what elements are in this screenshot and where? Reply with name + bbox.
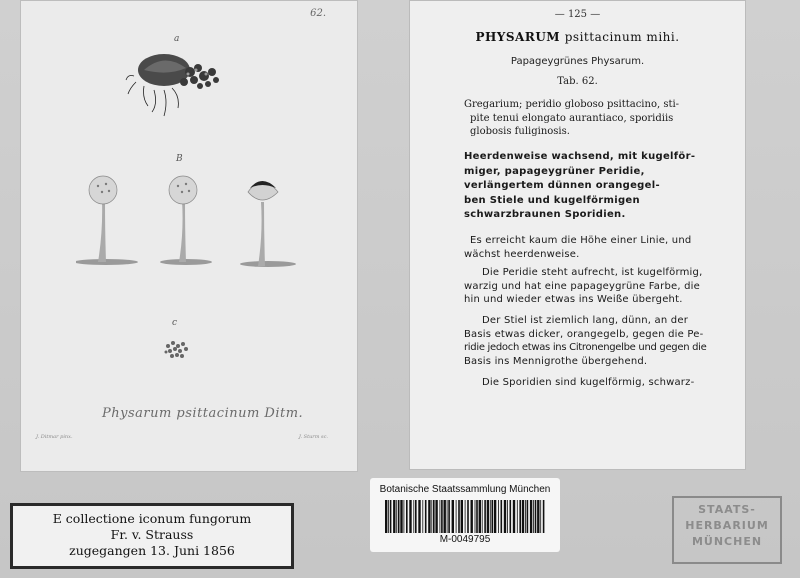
german-diagnosis-line: ben Stiele und kugelförmigen (464, 194, 640, 206)
paragraph-stiel (464, 314, 707, 368)
barcode-bar (398, 500, 400, 533)
barcode-bar (513, 500, 515, 533)
barcode-bar (431, 500, 432, 533)
figure-a-cluster (124, 46, 234, 118)
barcode-bar (530, 500, 532, 533)
title-genus: PHYSARUM (475, 30, 561, 44)
collection-label (10, 503, 294, 569)
paragraph-line: Die Sporidien sind kugelförmig, schwarz- (482, 377, 695, 388)
paragraph-line: warzig und hat eine papageygrüne Farbe, die (464, 280, 700, 292)
text-page (409, 0, 746, 470)
latin-line: Gregarium; peridio globoso psittacino, sti- (464, 99, 680, 110)
german-diagnosis-line: miger, papageygrüner Peridie, (464, 165, 645, 177)
barcode-bar (390, 500, 392, 533)
tab-reference: Tab. 62. (557, 76, 598, 87)
barcode-bar (540, 500, 541, 533)
german-title: Papageygrünes Physarum. (510, 56, 645, 67)
barcode-bar (535, 500, 537, 533)
barcode-bar (447, 500, 448, 533)
barcode-bar (440, 500, 441, 533)
illustration-plate (20, 0, 358, 472)
paragraph-line: Basis ins Mennigrothe übergehend. (464, 355, 648, 367)
barcode-bar (543, 500, 545, 533)
barcode-bar (507, 500, 508, 533)
page-title (409, 30, 746, 44)
figure-c-spores (160, 336, 194, 364)
barcode-bar (467, 500, 469, 533)
barcode-bar (487, 500, 489, 533)
barcode-bar (471, 500, 473, 533)
plate-caption: Physarum psittacinum Ditm. (102, 406, 304, 421)
barcode-bar (433, 500, 435, 533)
barcode-bar (409, 500, 411, 533)
barcode-bar (479, 500, 481, 533)
barcode-bar (498, 500, 499, 533)
barcode-bar (510, 500, 512, 533)
barcode-bar (456, 500, 457, 533)
barcode-bar (415, 500, 417, 533)
barcode-bar (441, 500, 443, 533)
paragraph-line: Basis etwas dicker, orangegelb, gegen die Pe- (464, 328, 704, 340)
plate-number: 62. (310, 8, 326, 19)
barcode-bar (490, 500, 491, 533)
barcode-bar (482, 500, 483, 533)
barcode-bar (465, 500, 466, 533)
barcode-bar (435, 500, 437, 533)
barcode-bar (527, 500, 529, 533)
barcode-bar (452, 500, 454, 533)
barcode-bar (525, 500, 526, 533)
barcode-bar (458, 500, 460, 533)
figure-label-a: a (174, 34, 180, 44)
barcode-bar (519, 500, 521, 533)
barcode-bar (533, 500, 534, 533)
paragraph-line: wächst heerdenweise. (464, 248, 580, 260)
german-diagnosis-line: schwarzbraunen Sporidien. (464, 209, 626, 220)
barcode-bar (422, 500, 423, 533)
latin-line: globosis fuliginosis. (470, 126, 570, 137)
barcode-bar (476, 500, 478, 533)
collection-line: zugegangen 13. Juni 1856 (69, 543, 235, 558)
paragraph-line: hin und wieder etwas ins Weiße übergeht. (464, 294, 683, 305)
german-diagnosis (464, 150, 704, 223)
barcode-bar (388, 500, 389, 533)
paragraph-sporidien (464, 376, 704, 390)
barcode-bar (425, 500, 427, 533)
german-diagnosis-line: verlängertem dünnen orangegel- (464, 180, 660, 191)
stamp-line: MÜNCHEN (691, 535, 763, 548)
barcode-bar (504, 500, 506, 533)
barcode-bars (385, 500, 545, 533)
paragraph-line: Der Stiel ist ziemlich lang, dünn, an der (482, 315, 689, 326)
barcode-institution: Botanische Staatssammlung München (379, 484, 551, 495)
barcode-bar (428, 500, 430, 533)
paragraph-peridie (464, 266, 704, 307)
barcode-bar (404, 500, 405, 533)
barcode-bar (461, 500, 463, 533)
barcode-bar (393, 500, 395, 533)
collection-line: E collectione iconum fungorum (52, 511, 252, 526)
paragraph-line: Die Peridie steht aufrecht, ist kugelförmig, (482, 267, 703, 278)
barcode-bar (385, 500, 387, 533)
latin-diagnosis (464, 98, 704, 139)
stamp-line: HERBARIUM (685, 519, 769, 532)
paragraph-line: ridie jedoch etwas ins Citronengelbe und gegen die (464, 342, 707, 353)
stamp-line: STAATS- (698, 503, 756, 516)
latin-line: pite tenui elongato aurantiaco, sporidiis (470, 112, 674, 124)
barcode-bar (537, 500, 539, 533)
paragraph-line: Es erreicht kaum die Höhe einer Linie, und (470, 235, 692, 246)
barcode-bar (418, 500, 420, 533)
barcode-bar (492, 500, 494, 533)
barcode-bar (494, 500, 496, 533)
paragraph-height (464, 234, 704, 261)
barcode-bar (522, 500, 524, 533)
figure-label-c: c (172, 318, 178, 328)
barcode-bar (444, 500, 446, 533)
german-diagnosis-line: Heerdenweise wachsend, mit kugelför- (464, 151, 696, 162)
barcode-bar (396, 500, 397, 533)
barcode-bar (406, 500, 408, 533)
barcode-label (370, 478, 560, 552)
barcode-bar (484, 500, 486, 533)
barcode-bar (413, 500, 414, 533)
barcode-number: M-0049795 (439, 534, 491, 545)
barcode-bar (400, 500, 402, 533)
barcode-bar (501, 500, 503, 533)
barcode-bar (448, 500, 450, 533)
page-number: — 125 — (554, 9, 601, 20)
herbarium-stamp (672, 496, 782, 564)
title-species: psittacinum mihi. (564, 30, 680, 44)
artist-credit-right: J. Sturm sc. (298, 434, 328, 440)
barcode-bar (475, 500, 476, 533)
barcode-bar (517, 500, 518, 533)
artist-credit-left: J. Ditmar pinx. (36, 434, 73, 440)
figure-b-sporangia (76, 172, 326, 272)
figure-label-b: B (176, 154, 183, 164)
collection-line: Fr. v. Strauss (110, 527, 194, 542)
